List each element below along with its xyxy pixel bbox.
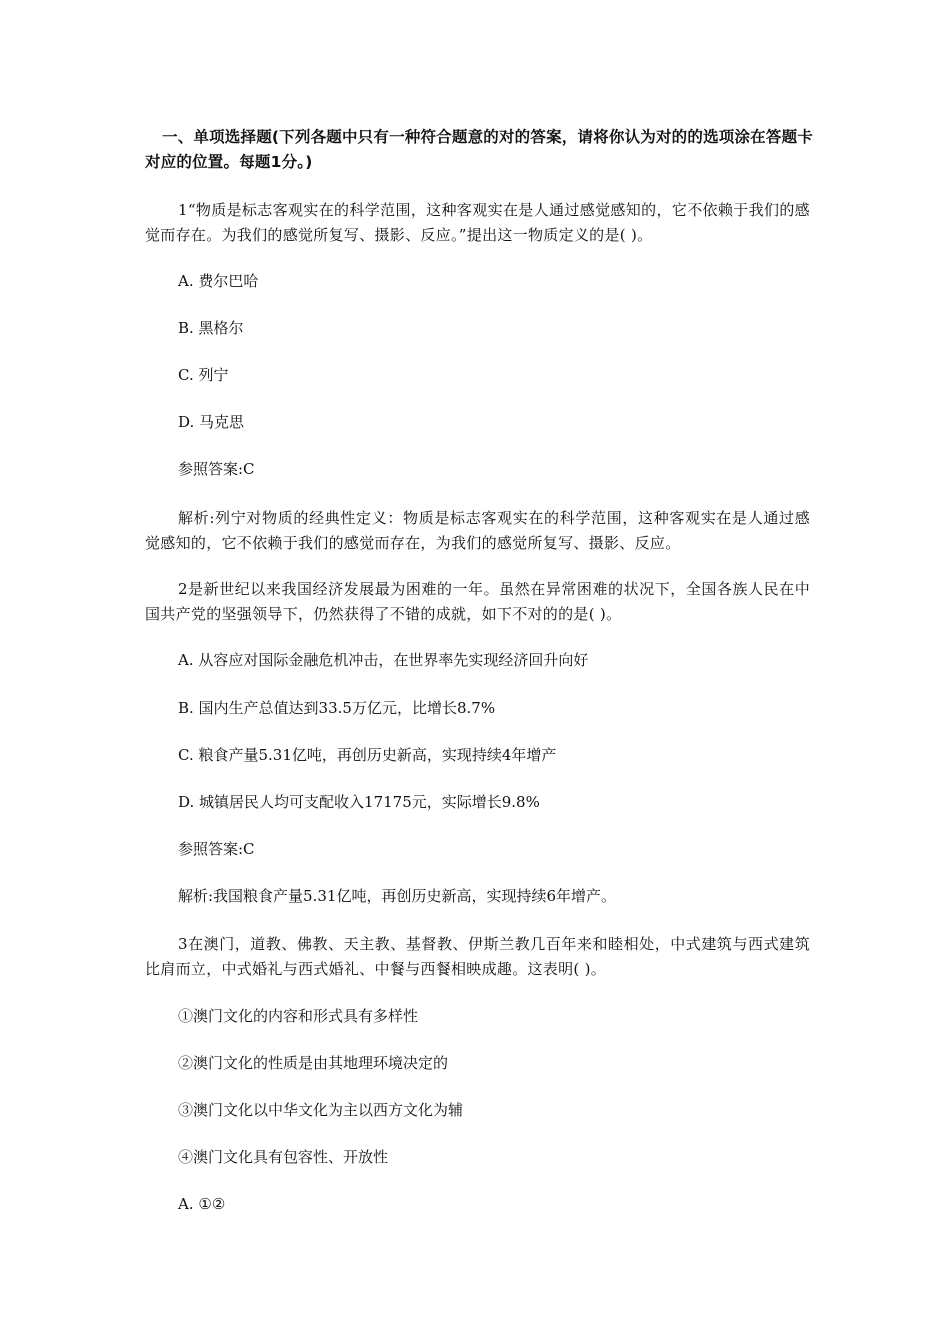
question-1-option-b: B. 黑格尔: [178, 319, 244, 337]
question-2-option-c: C. 粮食产量5.31亿吨，再创历史新高，实现持续4年增产: [178, 746, 557, 764]
section-heading: 一、单项选择题(下列各题中只有一种符合题意的对的答案，请将你认为对的的选项涂在答题卡对应的位置。每题1分。): [145, 128, 813, 171]
question-1-stem: 1“物质是标志客观实在的科学范围，这种客观实在是人通过感觉感知的，它不依赖于我们的感觉而存在。为我们的感觉所复写、摄影、反应。”提出这一物质定义的是( )。: [145, 201, 810, 244]
question-1-answer: 参照答案:C: [178, 460, 255, 478]
question-1-option-c: C. 列宁: [178, 366, 229, 384]
question-2-stem: 2是新世纪以来我国经济发展最为困难的一年。虽然在异常困难的状况下，全国各族人民在中国共产党的坚强领导下，仍然获得了不错的成就，如下不对的的是( )。: [145, 580, 810, 623]
question-3-statement-2: ②澳门文化的性质是由其地理环境决定的: [178, 1054, 449, 1072]
question-1-option-d: D. 马克思: [178, 413, 245, 431]
question-2-option-a: A. 从容应对国际金融危机冲击，在世界率先实现经济回升向好: [178, 651, 589, 669]
question-2-option-d: D. 城镇居民人均可支配收入17175元，实际增长9.8%: [178, 793, 540, 811]
question-1-analysis: 解析:列宁对物质的经典性定义：物质是标志客观实在的科学范围，这种客观实在是人通过感觉感知的，它不依赖于我们的感觉而存在，为我们的感觉所复写、摄影、反应。: [145, 509, 810, 552]
question-2-analysis: 解析:我国粮食产量5.31亿吨，再创历史新高，实现持续6年增产。: [178, 887, 616, 905]
question-1-option-a: A. 费尔巴哈: [178, 272, 259, 290]
question-3-statement-4: ④澳门文化具有包容性、开放性: [178, 1148, 389, 1166]
question-2-answer: 参照答案:C: [178, 840, 255, 858]
question-3-option-a: A. ①②: [178, 1195, 226, 1213]
question-3-statement-3: ③澳门文化以中华文化为主以西方文化为辅: [178, 1101, 464, 1119]
question-2-option-b: B. 国内生产总值达到33.5万亿元，比增长8.7%: [178, 699, 496, 717]
question-3-statement-1: ①澳门文化的内容和形式具有多样性: [178, 1007, 419, 1025]
question-3-stem: 3在澳门，道教、佛教、天主教、基督教、伊斯兰教几百年来和睦相处，中式建筑与西式建筑比肩而立，中式婚礼与西式婚礼、中餐与西餐相映成趣。这表明( )。: [145, 935, 810, 978]
